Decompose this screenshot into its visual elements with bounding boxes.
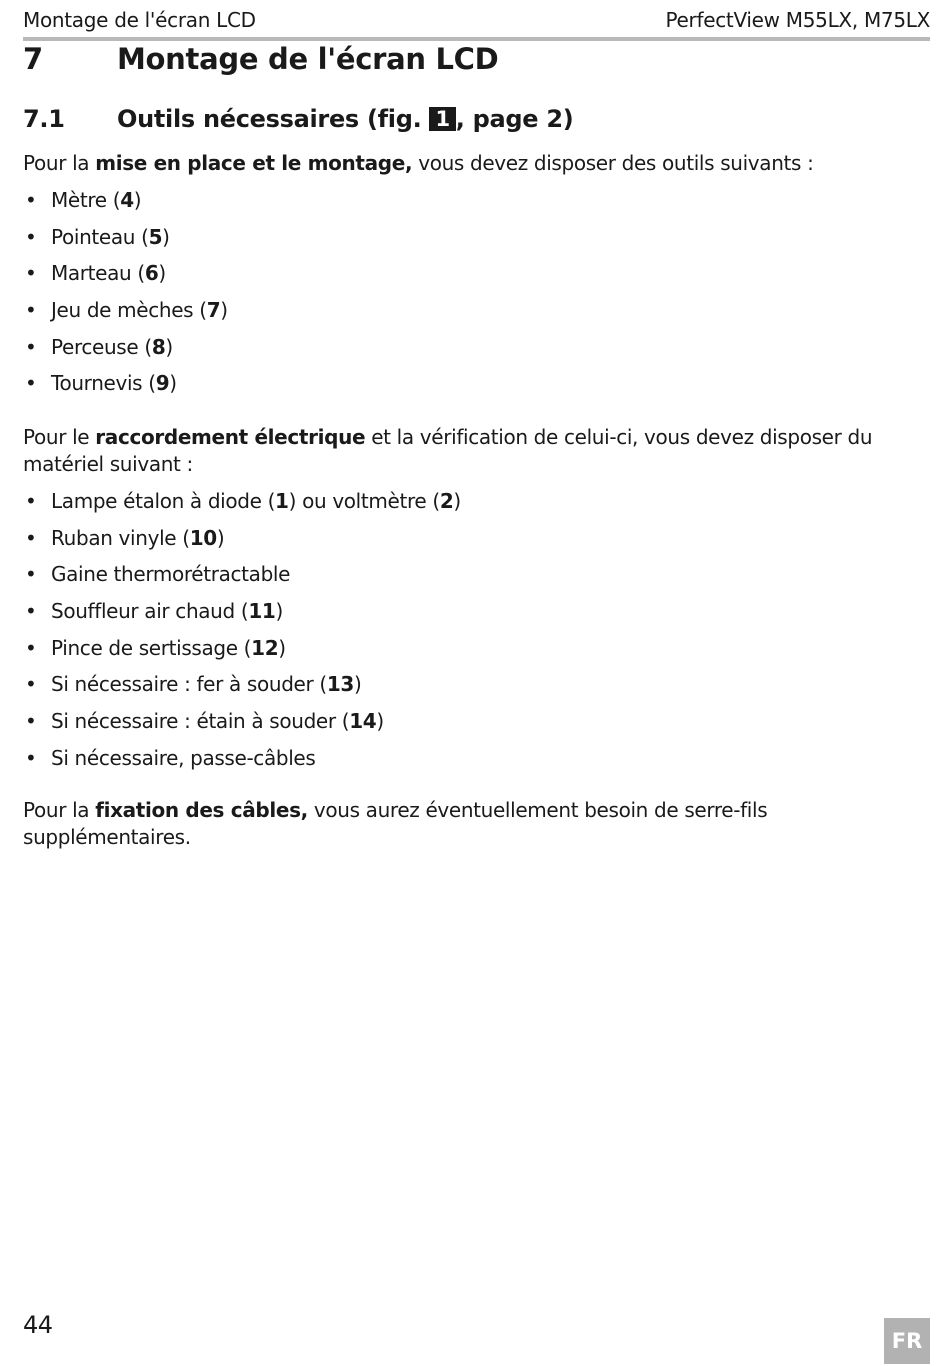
- subsection-number: 7.1: [23, 105, 65, 133]
- section-title: Montage de l'écran LCD: [117, 42, 499, 76]
- list-item: • Lampe étalon à diode (1) ou voltmètre (2): [23, 488, 461, 525]
- list-item: • Si nécessaire, passe-câbles: [23, 745, 461, 782]
- subsection-title: [117, 105, 573, 133]
- tools-intro-paragraph: Pour la mise en place et le montage, vous devez disposer des outils suivants :: [23, 151, 814, 175]
- electric-intro-emphasis: raccordement électrique: [95, 425, 366, 449]
- figure-reference-badge: 1: [429, 107, 455, 131]
- list-item: • Pince de sertissage (12): [23, 635, 461, 672]
- electric-intro-paragraph: Pour le raccordement électrique et la vérification de celui-ci, vous devez disposer du matériel suivant :: [23, 425, 873, 476]
- page-header: [23, 6, 930, 38]
- tools-list: [23, 187, 228, 407]
- list-item: • Tournevis (9): [23, 370, 228, 407]
- materials-list: [23, 488, 461, 782]
- cables-emphasis: fixation des câbles,: [95, 798, 308, 822]
- list-item: • Si nécessaire : fer à souder (13): [23, 671, 461, 708]
- header-chapter-title: Montage de l'écran LCD: [23, 8, 256, 32]
- subsection-title-after: , page 2): [455, 105, 574, 133]
- list-item: • Jeu de mèches (7): [23, 297, 228, 334]
- page-number: 44: [23, 1311, 53, 1339]
- list-item: • Souffleur air chaud (11): [23, 598, 461, 635]
- language-badge: FR: [884, 1318, 930, 1364]
- list-item: • Pointeau (5): [23, 224, 228, 261]
- header-product-name: PerfectView M55LX, M75LX: [665, 8, 930, 32]
- tools-intro-emphasis: mise en place et le montage,: [95, 151, 413, 175]
- section-number: 7: [23, 42, 43, 76]
- list-item: • Ruban vinyle (10): [23, 525, 461, 562]
- cables-paragraph: Pour la fixation des câbles, vous aurez éventuellement besoin de serre-fils supplémentaires.: [23, 798, 768, 849]
- list-item: • Gaine thermorétractable: [23, 561, 461, 598]
- list-item: • Mètre (4): [23, 187, 228, 224]
- list-item: • Perceuse (8): [23, 334, 228, 371]
- header-divider: [23, 37, 930, 41]
- list-item: • Si nécessaire : étain à souder (14): [23, 708, 461, 745]
- subsection-title-before: Outils nécessaires (fig.: [117, 105, 422, 133]
- list-item: • Marteau (6): [23, 260, 228, 297]
